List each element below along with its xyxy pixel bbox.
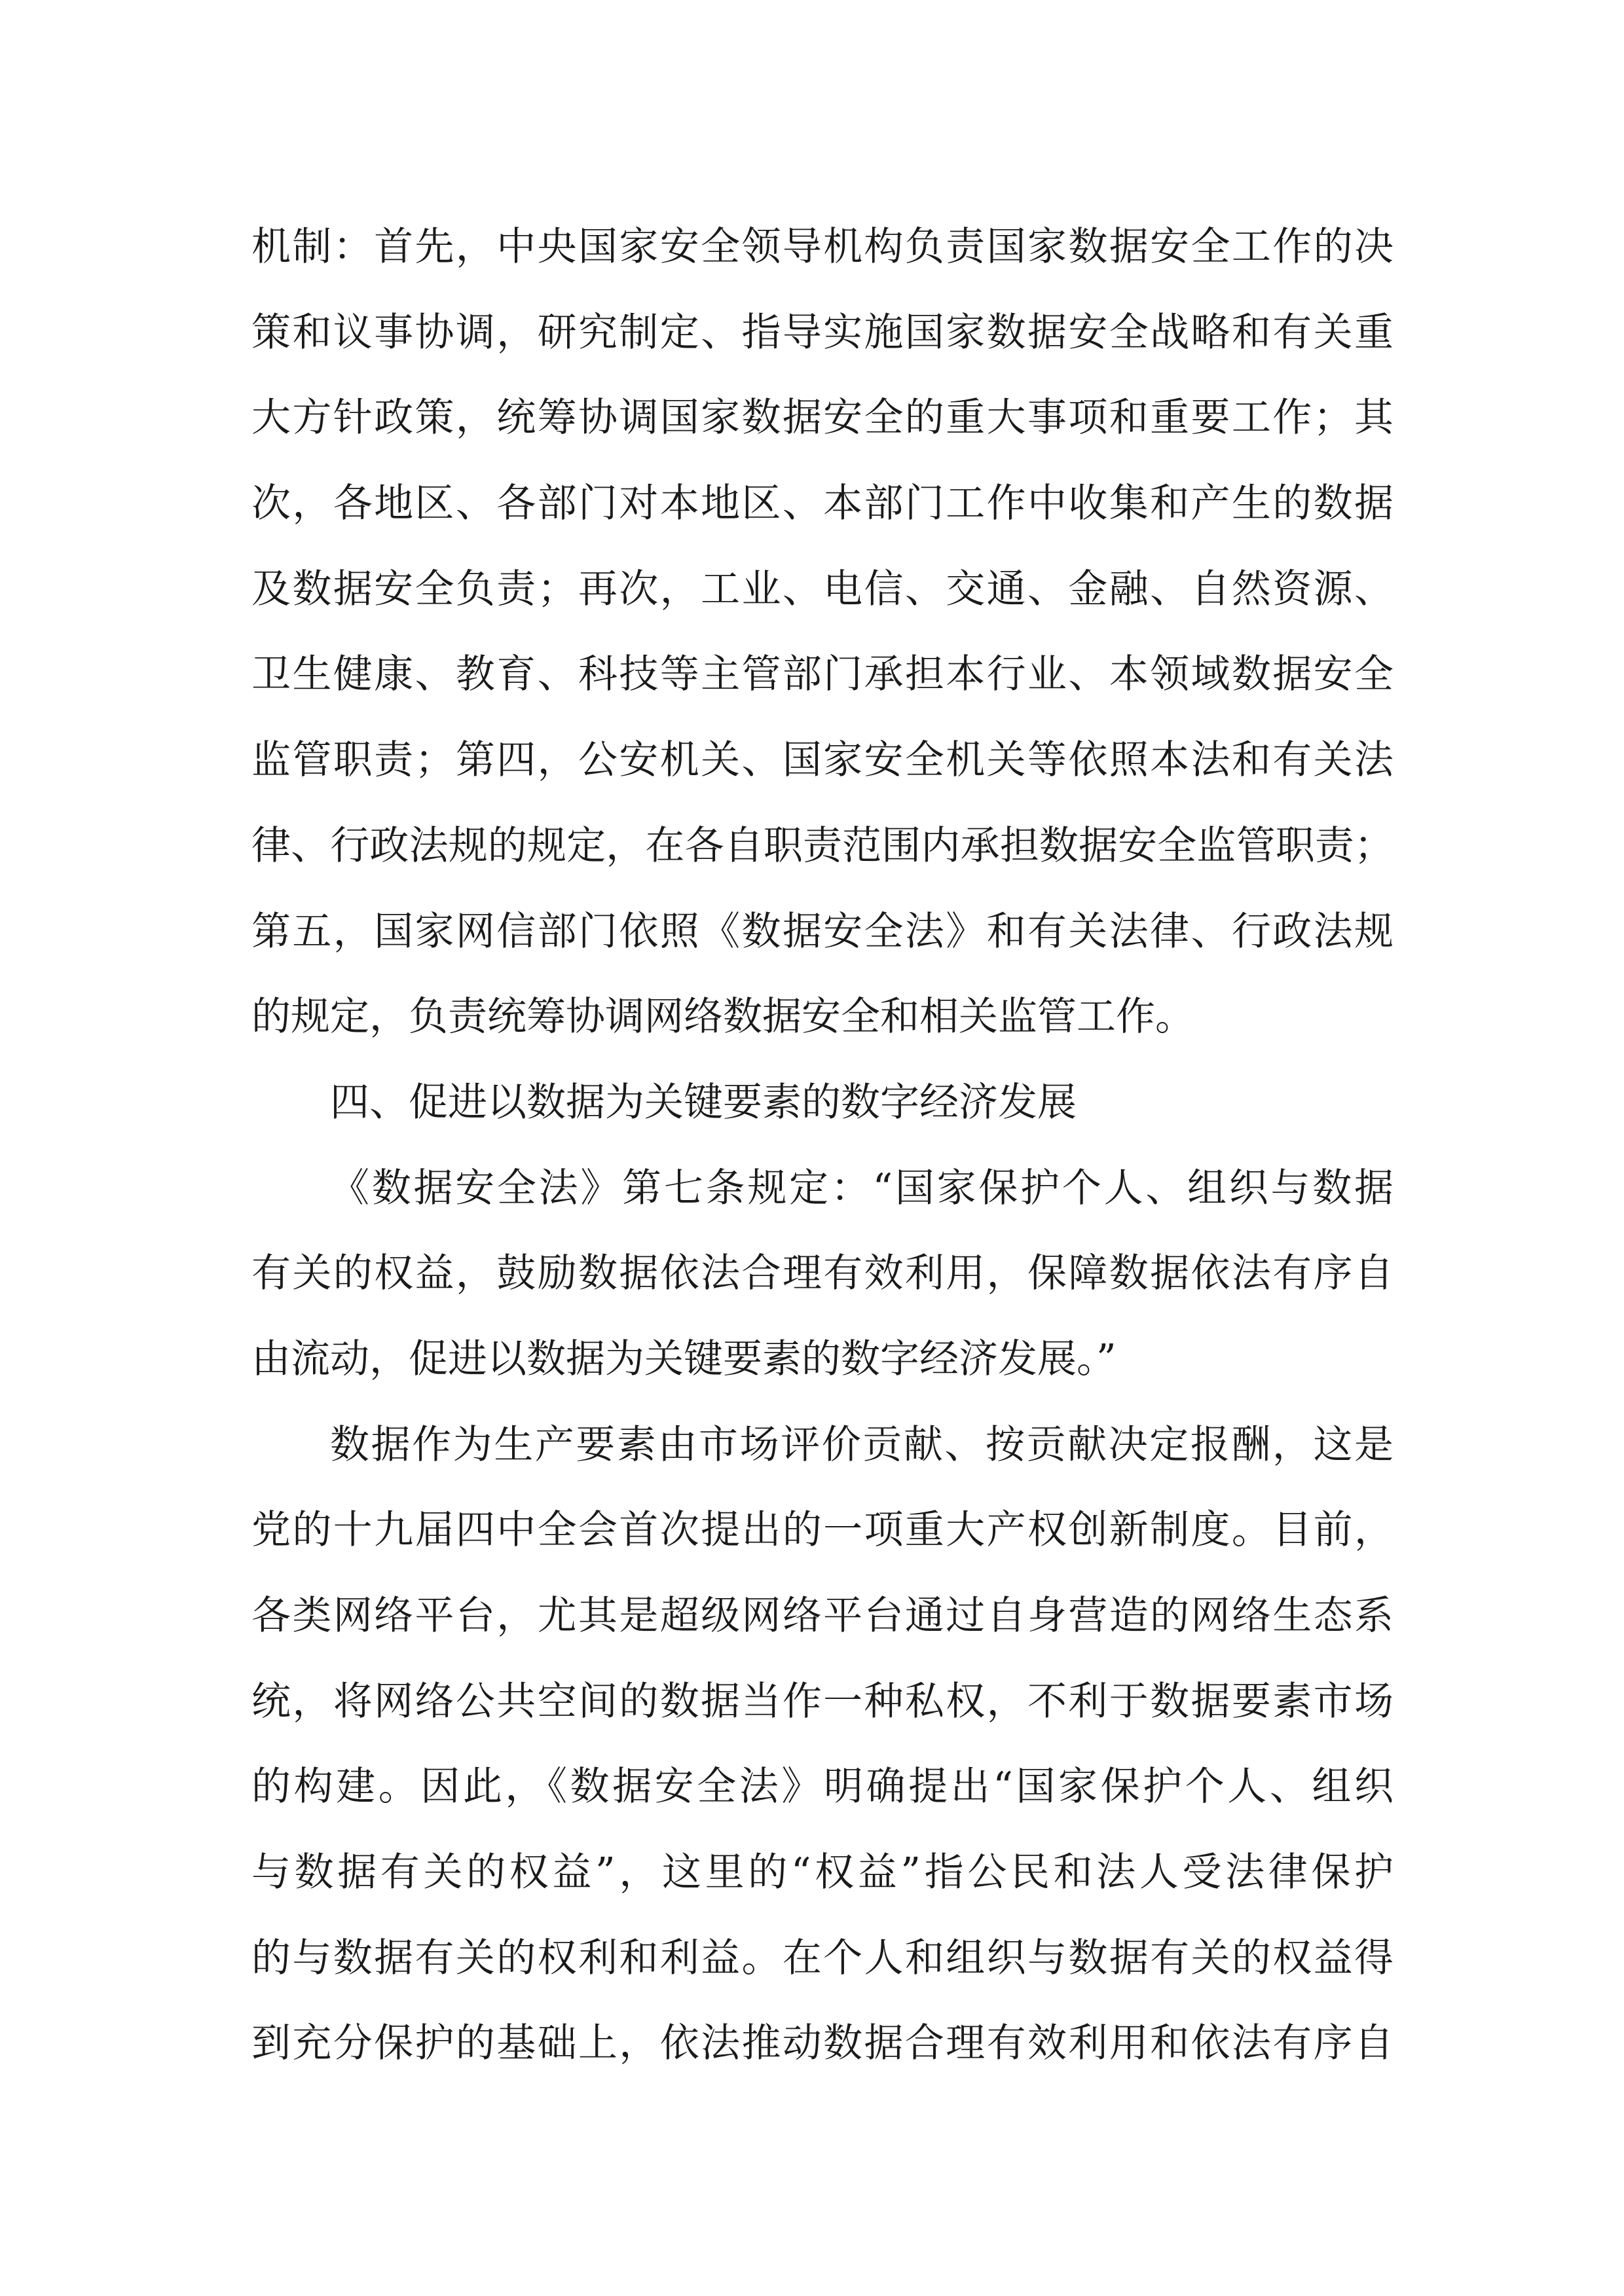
text-line: 与数据有关的权益”，这里的“权益”指公民和法人受法律保护 bbox=[251, 1850, 1393, 1896]
paragraph bbox=[251, 1402, 1393, 2087]
text-line: 四、促进以数据为关键要素的数字经济发展 bbox=[330, 1079, 1077, 1125]
paragraph bbox=[251, 1146, 1393, 1402]
text-line: 数据作为生产要素由市场评价贡献、按贡献决定报酬，这是 bbox=[330, 1421, 1393, 1468]
section-heading bbox=[251, 1060, 1393, 1146]
text-line: 的构建。因此，《数据安全法》明确提出“国家保护个人、组织 bbox=[251, 1764, 1393, 1810]
text-line: 各类网络平台，尤其是超级网络平台通过自身营造的网络生态系 bbox=[251, 1593, 1393, 1639]
document-body bbox=[251, 204, 1393, 2086]
text-line: 监管职责；第四，公安机关、国家安全机关等依照本法和有关法 bbox=[251, 737, 1393, 784]
text-line: 由流动，促进以数据为关键要素的数字经济发展。” bbox=[251, 1336, 1116, 1382]
text-line: 及数据安全负责；再次，工业、电信、交通、金融、自然资源、 bbox=[251, 566, 1393, 612]
paragraph bbox=[251, 204, 1393, 1060]
text-line: 第五，国家网信部门依照《数据安全法》和有关法律、行政法规 bbox=[251, 908, 1393, 955]
text-line: 有关的权益，鼓励数据依法合理有效利用，保障数据依法有序自 bbox=[251, 1250, 1393, 1297]
text-line: 机制：首先，中央国家安全领导机构负责国家数据安全工作的决 bbox=[251, 224, 1393, 270]
text-line: 统，将网络公共空间的数据当作一种私权，不利于数据要素市场 bbox=[251, 1678, 1393, 1724]
text-line: 策和议事协调，研究制定、指导实施国家数据安全战略和有关重 bbox=[251, 309, 1393, 355]
text-line: 到充分保护的基础上，依法推动数据合理有效利用和依法有序自 bbox=[251, 2020, 1393, 2067]
text-line: 卫生健康、教育、科技等主管部门承担本行业、本领域数据安全 bbox=[251, 651, 1393, 698]
text-line: 次，各地区、各部门对本地区、本部门工作中收集和产生的数据 bbox=[251, 481, 1393, 527]
text-line: 《数据安全法》第七条规定：“国家保护个人、组织与数据 bbox=[330, 1165, 1393, 1211]
text-line: 律、行政法规的规定，在各自职责范围内承担数据安全监管职责； bbox=[251, 822, 1393, 869]
text-line: 党的十九届四中全会首次提出的一项重大产权创新制度。目前， bbox=[251, 1507, 1393, 1554]
text-line: 大方针政策，统筹协调国家数据安全的重大事项和重要工作；其 bbox=[251, 395, 1393, 441]
text-line: 的与数据有关的权利和利益。在个人和组织与数据有关的权益得 bbox=[251, 1935, 1393, 1981]
text-line: 的规定，负责统筹协调网络数据安全和相关监管工作。 bbox=[251, 994, 1194, 1040]
